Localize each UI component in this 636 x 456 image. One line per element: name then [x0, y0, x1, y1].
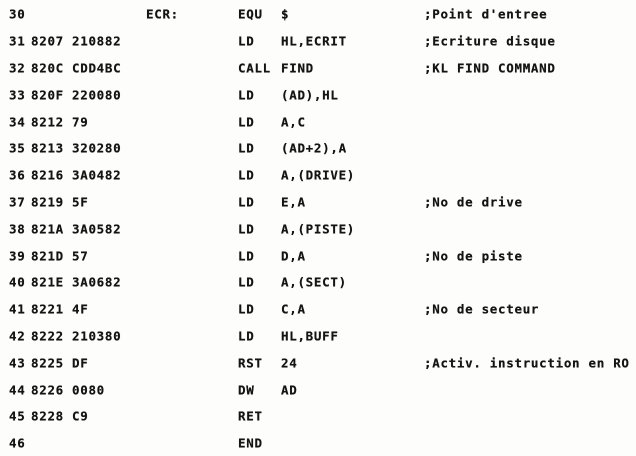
- line-number: 39: [9, 248, 26, 264]
- mnemonic: LD: [238, 221, 255, 237]
- listing-row: [0, 28, 636, 55]
- line-number: 35: [9, 140, 26, 156]
- operand: HL,BUFF: [281, 328, 339, 344]
- operand: $: [281, 6, 290, 22]
- machine-code: 0080: [72, 382, 105, 398]
- listing-row: [0, 376, 636, 403]
- mnemonic: LD: [238, 248, 255, 264]
- operand: D,A: [281, 248, 306, 264]
- address: 8222: [31, 328, 64, 344]
- operand: FIND: [281, 60, 314, 76]
- mnemonic: LD: [238, 87, 255, 103]
- mnemonic: CALL: [238, 60, 271, 76]
- line-number: 44: [9, 382, 26, 398]
- line-number: 36: [9, 167, 26, 183]
- operand: AD: [281, 382, 298, 398]
- operand: 24: [281, 355, 298, 371]
- line-number: 33: [9, 87, 26, 103]
- mnemonic: RET: [238, 408, 263, 424]
- listing-row: [0, 242, 636, 269]
- address: 8213: [31, 140, 64, 156]
- operand: A,C: [281, 114, 306, 130]
- listing-row: [0, 55, 636, 82]
- comment: ;Point d'entree: [424, 6, 548, 22]
- line-number: 40: [9, 274, 26, 290]
- mnemonic: LD: [238, 194, 255, 210]
- mnemonic: RST: [238, 355, 263, 371]
- machine-code: C9: [72, 408, 89, 424]
- line-number: 32: [9, 60, 26, 76]
- line-number: 45: [9, 408, 26, 424]
- comment: ;Ecriture disque: [424, 33, 556, 49]
- comment: ;No de drive: [424, 194, 523, 210]
- line-number: 30: [9, 6, 26, 22]
- machine-code: 3A0682: [72, 274, 122, 290]
- mnemonic: LD: [238, 114, 255, 130]
- address: 8228: [31, 408, 64, 424]
- machine-code: 57: [72, 248, 89, 264]
- operand: (AD+2),A: [281, 140, 347, 156]
- machine-code: CDD4BC: [72, 60, 122, 76]
- listing-row: [0, 430, 636, 456]
- operand: C,A: [281, 301, 306, 317]
- operand: (AD),HL: [281, 87, 339, 103]
- listing-row: [0, 296, 636, 323]
- operand: E,A: [281, 194, 306, 210]
- listing-row: [0, 323, 636, 350]
- listing-rows: [0, 1, 636, 456]
- machine-code: 320280: [72, 140, 122, 156]
- comment: ;Activ. instruction en RO: [424, 355, 630, 371]
- machine-code: 5F: [72, 194, 89, 210]
- mnemonic: LD: [238, 140, 255, 156]
- machine-code: 79: [72, 114, 89, 130]
- comment: ;KL FIND COMMAND: [424, 60, 556, 76]
- machine-code: 210882: [72, 33, 122, 49]
- listing-row: [0, 269, 636, 296]
- line-number: 31: [9, 33, 26, 49]
- address: 821D: [31, 248, 64, 264]
- comment: ;No de piste: [424, 248, 523, 264]
- comment: ;No de secteur: [424, 301, 540, 317]
- mnemonic: LD: [238, 328, 255, 344]
- machine-code: 210380: [72, 328, 122, 344]
- line-number: 41: [9, 301, 26, 317]
- address: 820F: [31, 87, 64, 103]
- operand: A,(DRIVE): [281, 167, 356, 183]
- address: 821A: [31, 221, 64, 237]
- mnemonic: DW: [238, 382, 255, 398]
- machine-code: 3A0482: [72, 167, 122, 183]
- line-number: 38: [9, 221, 26, 237]
- listing-row: [0, 215, 636, 242]
- operand: A,(SECT): [281, 274, 347, 290]
- line-number: 42: [9, 328, 26, 344]
- operand: A,(PISTE): [281, 221, 356, 237]
- listing-row: [0, 403, 636, 430]
- listing-row: [0, 1, 636, 28]
- address: 8225: [31, 355, 64, 371]
- address: 8216: [31, 167, 64, 183]
- mnemonic: END: [238, 435, 263, 451]
- line-number: 43: [9, 355, 26, 371]
- listing-row: [0, 349, 636, 376]
- machine-code: 220080: [72, 87, 122, 103]
- address: 8207: [31, 33, 64, 49]
- mnemonic: LD: [238, 274, 255, 290]
- address: 8219: [31, 194, 64, 210]
- mnemonic: LD: [238, 301, 255, 317]
- machine-code: 3A0582: [72, 221, 122, 237]
- machine-code: DF: [72, 355, 89, 371]
- line-number: 46: [9, 435, 26, 451]
- line-number: 34: [9, 114, 26, 130]
- listing-row: [0, 162, 636, 189]
- label: ECR:: [146, 6, 179, 22]
- address: 821E: [31, 274, 64, 290]
- listing-row: [0, 81, 636, 108]
- mnemonic: LD: [238, 167, 255, 183]
- machine-code: 4F: [72, 301, 89, 317]
- listing-row: [0, 135, 636, 162]
- mnemonic: LD: [238, 33, 255, 49]
- address: 8221: [31, 301, 64, 317]
- operand: HL,ECRIT: [281, 33, 347, 49]
- address: 820C: [31, 60, 64, 76]
- line-number: 37: [9, 194, 26, 210]
- address: 8212: [31, 114, 64, 130]
- listing-row: [0, 108, 636, 135]
- mnemonic: EQU: [238, 6, 263, 22]
- listing-row: [0, 189, 636, 216]
- address: 8226: [31, 382, 64, 398]
